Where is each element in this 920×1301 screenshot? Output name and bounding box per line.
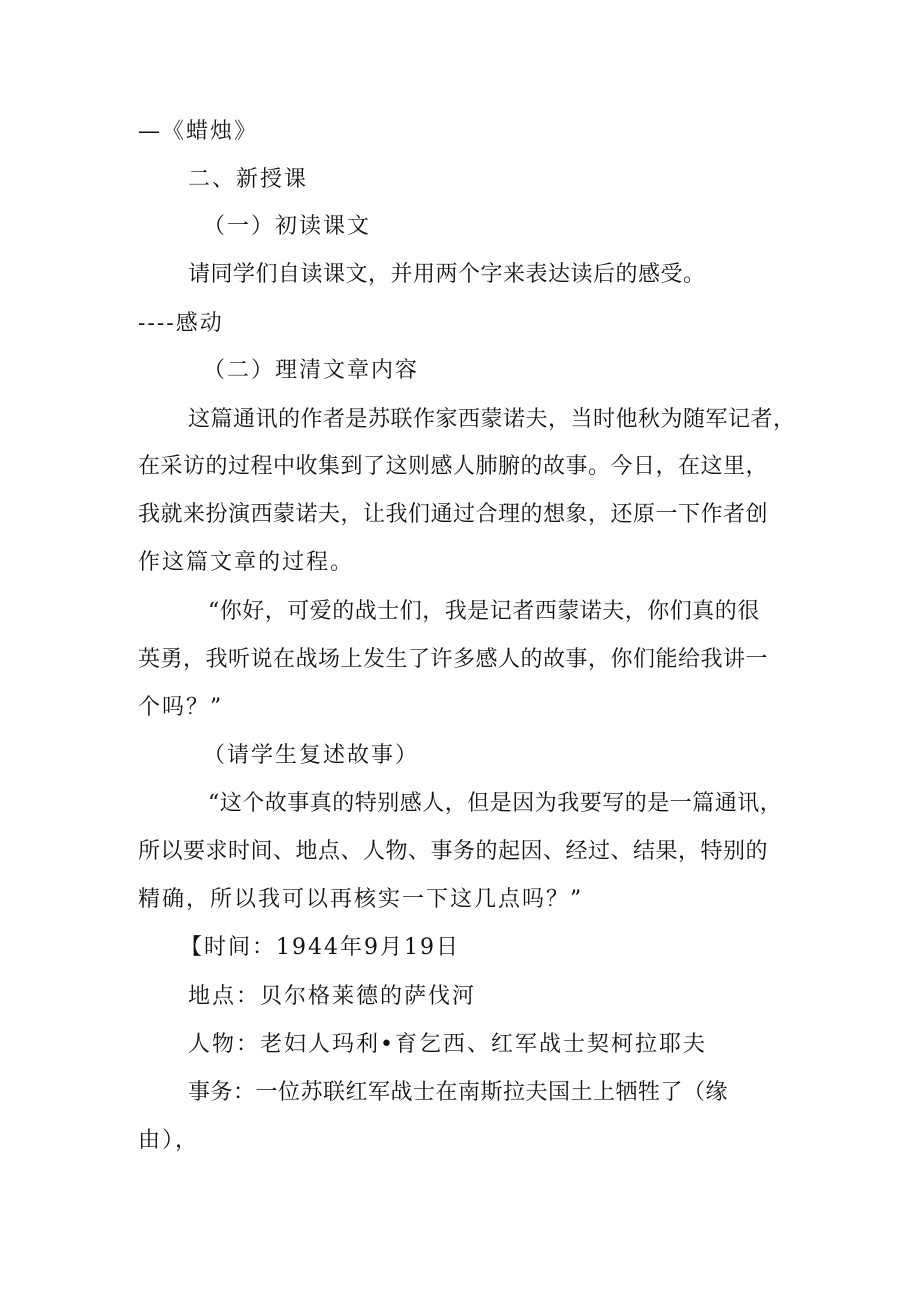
paragraph-line: 个吗？” <box>138 695 224 720</box>
paragraph-line: 请同学们自读课文，并用两个字来表达读后的感受。 <box>188 262 706 287</box>
paragraph-line: “你好，可爱的战士们，我是记者西蒙诺夫，你们真的很 <box>208 599 760 624</box>
paragraph-line: 我就来扮演西蒙诺夫，让我们通过合理的想象，还原一下作者创 <box>138 502 769 527</box>
paragraph-line: 所以要求时间、地点、人物、事务的起因、经过、结果，特别的 <box>138 839 769 864</box>
answer-line: ----感动 <box>138 311 224 336</box>
subheading-clarify-content: （二）理清文章内容 <box>203 358 420 383</box>
fact-time-line: 【时间：1944年9月19日 <box>180 935 460 960</box>
fact-people-line: 人物：老妇人玛利•育乞西、红军战士契柯拉耶夫 <box>188 1032 707 1057</box>
subheading-first-reading: （一）初读课文 <box>203 214 372 239</box>
paragraph-line: 这篇通讯的作者是苏联作家西蒙诺夫，当时他秋为随军记者， <box>188 407 796 432</box>
lesson-title-line: —《蜡烛》 <box>138 119 259 144</box>
fact-event-line: 事务：一位苏联红军战士在南斯拉夫国土上牺牲了（缘 <box>188 1080 729 1105</box>
paragraph-line: 精确，所以我可以再核实一下这几点吗？” <box>138 887 584 912</box>
paragraph-line: 在采访的过程中收集到了这则感人肺腑的故事。今日，在这里， <box>138 454 769 479</box>
paragraph-line: 作这篇文章的过程。 <box>138 550 355 575</box>
paragraph-line: “这个故事真的特别感人，但是因为我要写的是一篇通讯， <box>208 791 783 816</box>
paragraph-line: 英勇，我听说在战场上发生了许多感人的故事，你们能给我讲一 <box>138 647 769 672</box>
stage-direction-line: （请学生复述故事） <box>203 743 420 768</box>
fact-event-continuation: 由）， <box>138 1128 200 1153</box>
section-heading-new-lesson: 二、新授课 <box>188 167 309 192</box>
fact-place-line: 地点：贝尔格莱德的萨伐河 <box>188 984 477 1009</box>
